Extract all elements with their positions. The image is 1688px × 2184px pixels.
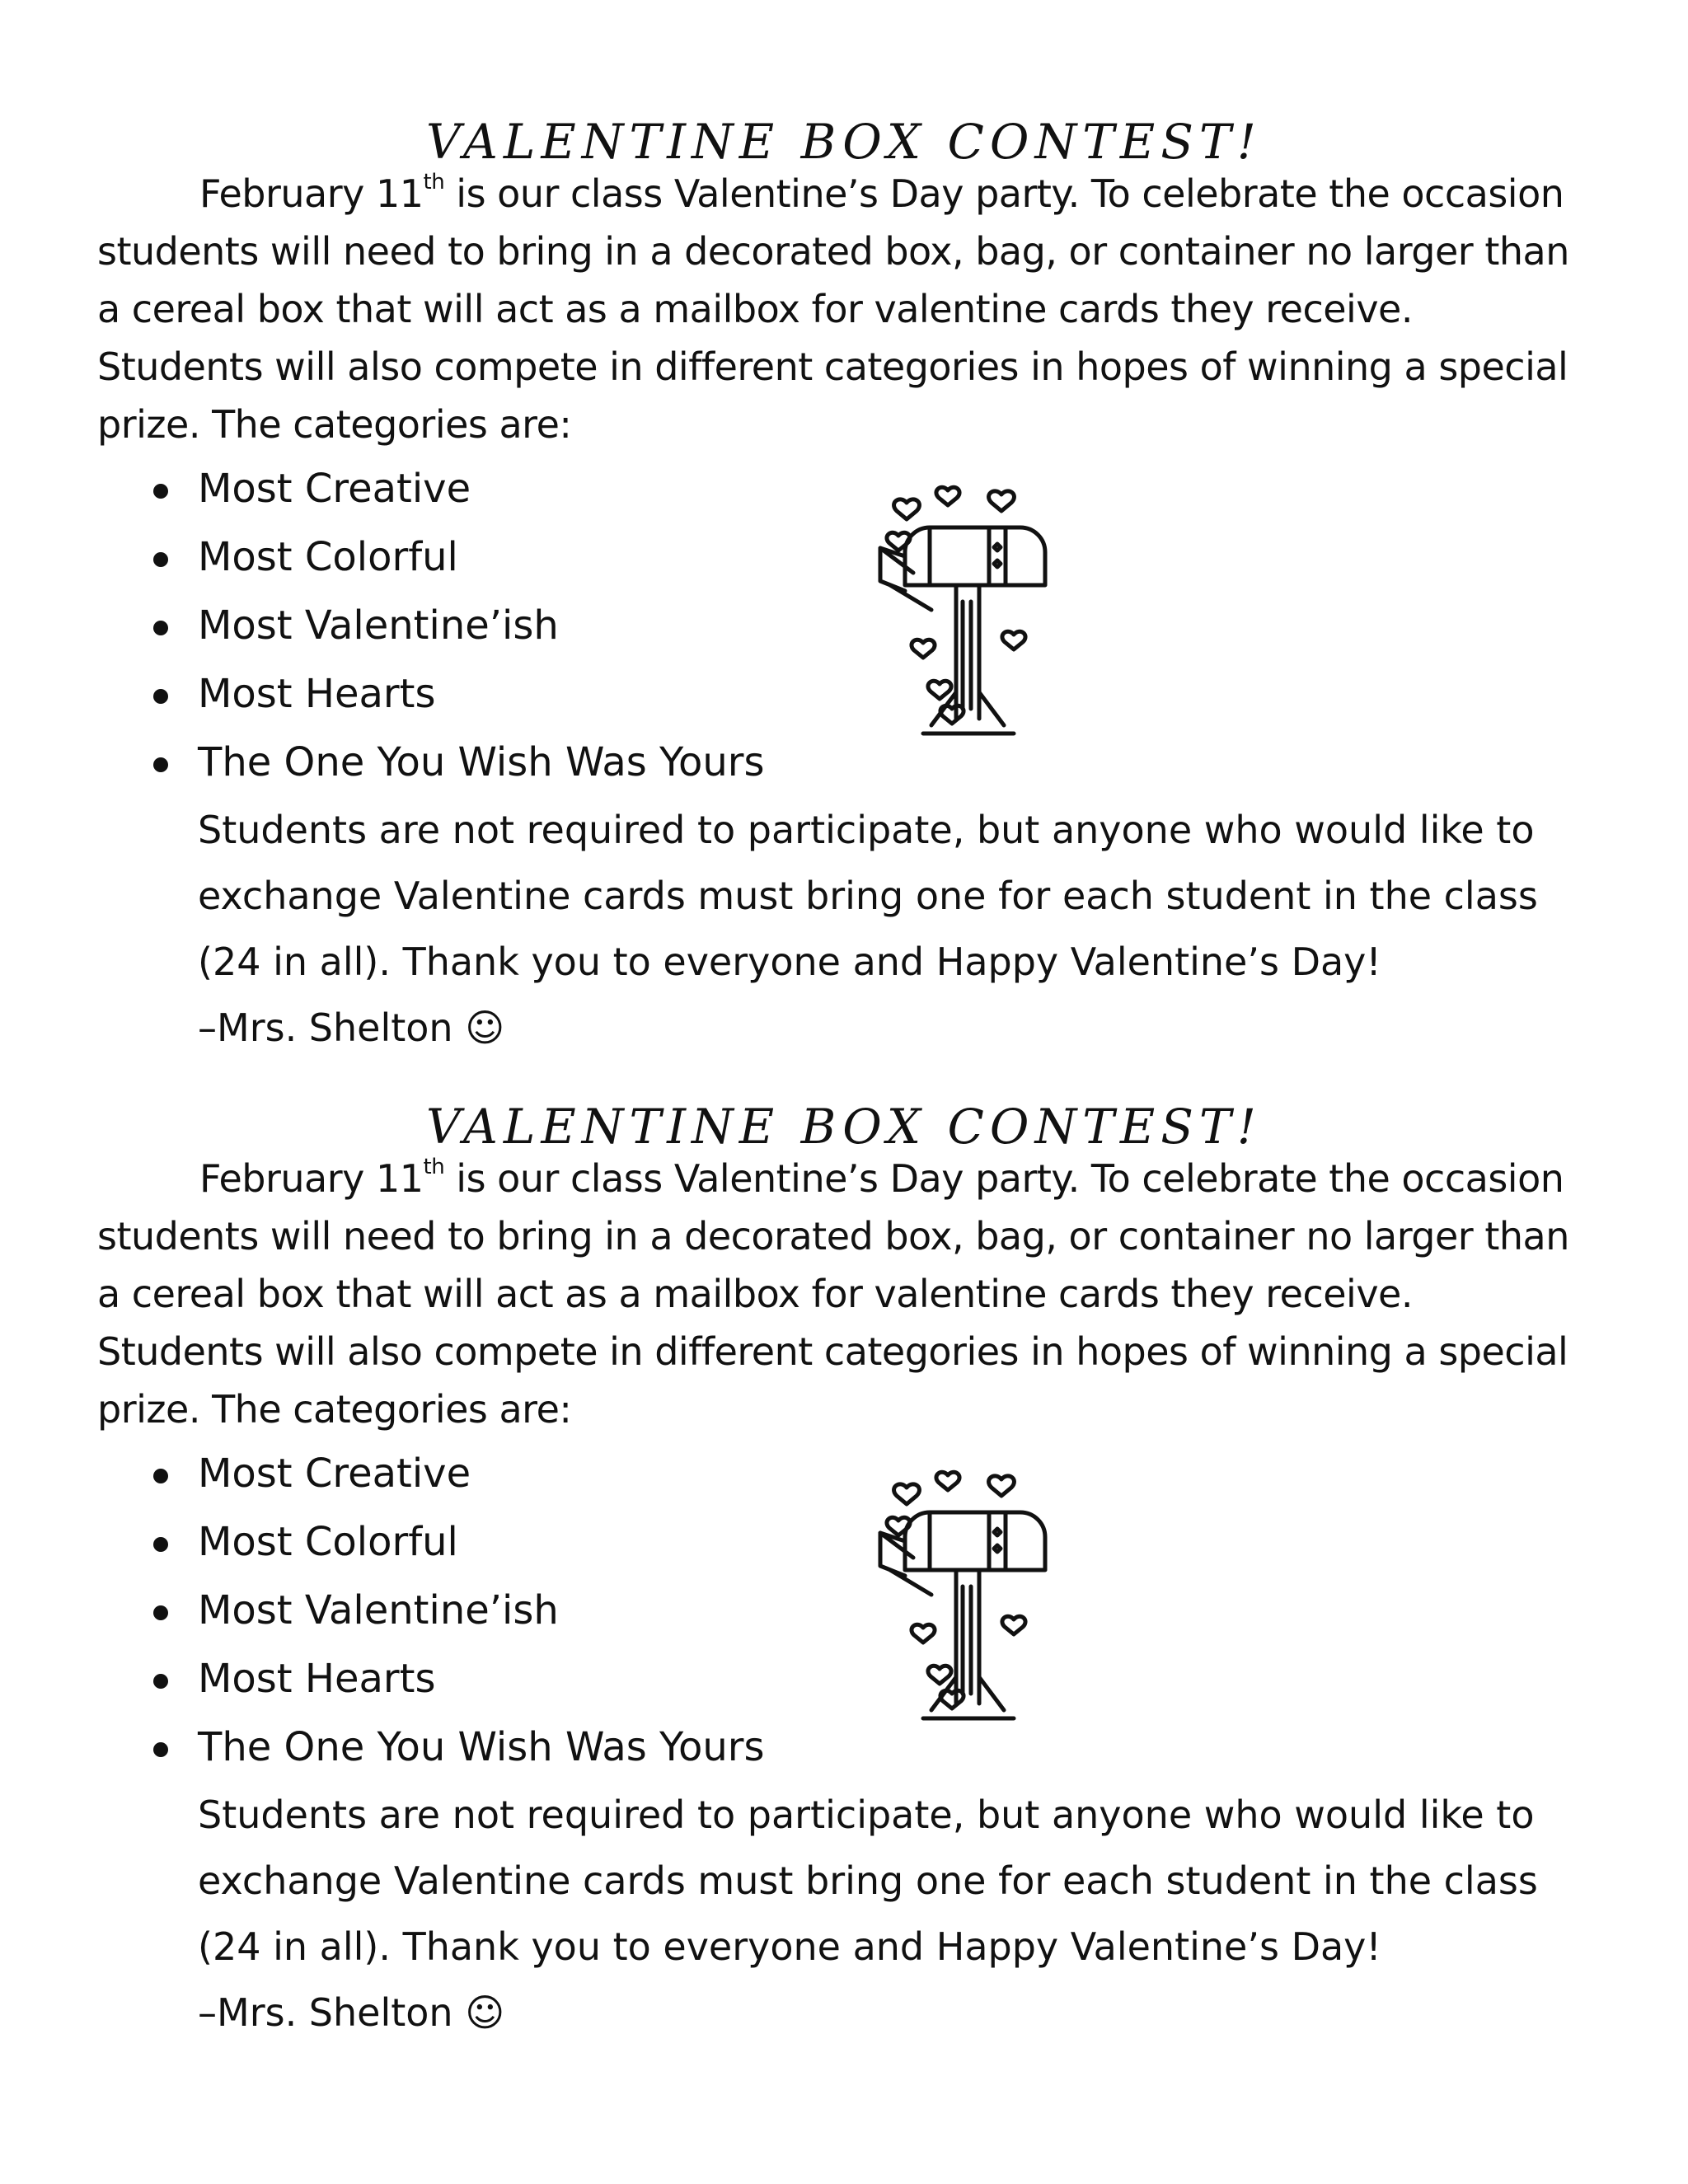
intro-text: is our class Valentine’s Day party. To celebrate the occasion students will need to bring in a decorated box, bag, or container no larger than a cereal box that will act as a mailbox for valentine cards they receive. Students will also compete in different categories in hopes of winning a special prize. The categories are: xyxy=(97,1156,1569,1432)
list-item: Most Colorful xyxy=(147,1508,765,1577)
closing-paragraph xyxy=(198,797,1599,1061)
flyer-top xyxy=(0,109,1688,1098)
flyer-title: VALENTINE BOX CONTEST! xyxy=(426,1099,1262,1155)
list-item: Most Creative xyxy=(147,1440,765,1508)
mailbox-hearts-icon xyxy=(874,478,1063,750)
party-date: February 11 xyxy=(199,171,424,216)
flyer-title: VALENTINE BOX CONTEST! xyxy=(426,114,1262,170)
closing-paragraph xyxy=(198,1782,1599,2046)
intro-paragraph xyxy=(97,165,1581,453)
list-item: Most Valentine’ish xyxy=(147,592,765,660)
list-item: Most Hearts xyxy=(147,660,765,729)
date-suffix: th xyxy=(423,170,445,194)
list-item: The One You Wish Was Yours xyxy=(147,1713,765,1782)
closing-text: Students are not required to participate, but anyone who would like to exchange Valentine cards must bring one for each student in the class (24 in all). Thank you to everyone and Happy Valentine’s Day! xyxy=(198,1793,1538,1969)
category-list xyxy=(147,1440,765,1782)
list-item: Most Creative xyxy=(147,455,765,523)
intro-paragraph xyxy=(97,1150,1581,1438)
list-item: The One You Wish Was Yours xyxy=(147,729,765,797)
category-list xyxy=(147,455,765,797)
signature: –Mrs. Shelton ☺ xyxy=(198,1990,505,2035)
party-date: February 11 xyxy=(199,1156,424,1201)
date-suffix: th xyxy=(423,1155,445,1179)
mailbox-hearts-icon xyxy=(874,1463,1063,1735)
list-item: Most Colorful xyxy=(147,523,765,592)
closing-text: Students are not required to participate, but anyone who would like to exchange Valentine cards must bring one for each student in the class (24 in all). Thank you to everyone and Happy Valentine’s Day! xyxy=(198,808,1538,984)
intro-text: is our class Valentine’s Day party. To celebrate the occasion students will need to bring in a decorated box, bag, or container no larger than a cereal box that will act as a mailbox for valentine cards they receive. Students will also compete in different categories in hopes of winning a special prize. The categories are: xyxy=(97,171,1569,447)
flyer-bottom xyxy=(0,1094,1688,2083)
signature: –Mrs. Shelton ☺ xyxy=(198,1005,505,1050)
list-item: Most Valentine’ish xyxy=(147,1577,765,1645)
list-item: Most Hearts xyxy=(147,1645,765,1713)
